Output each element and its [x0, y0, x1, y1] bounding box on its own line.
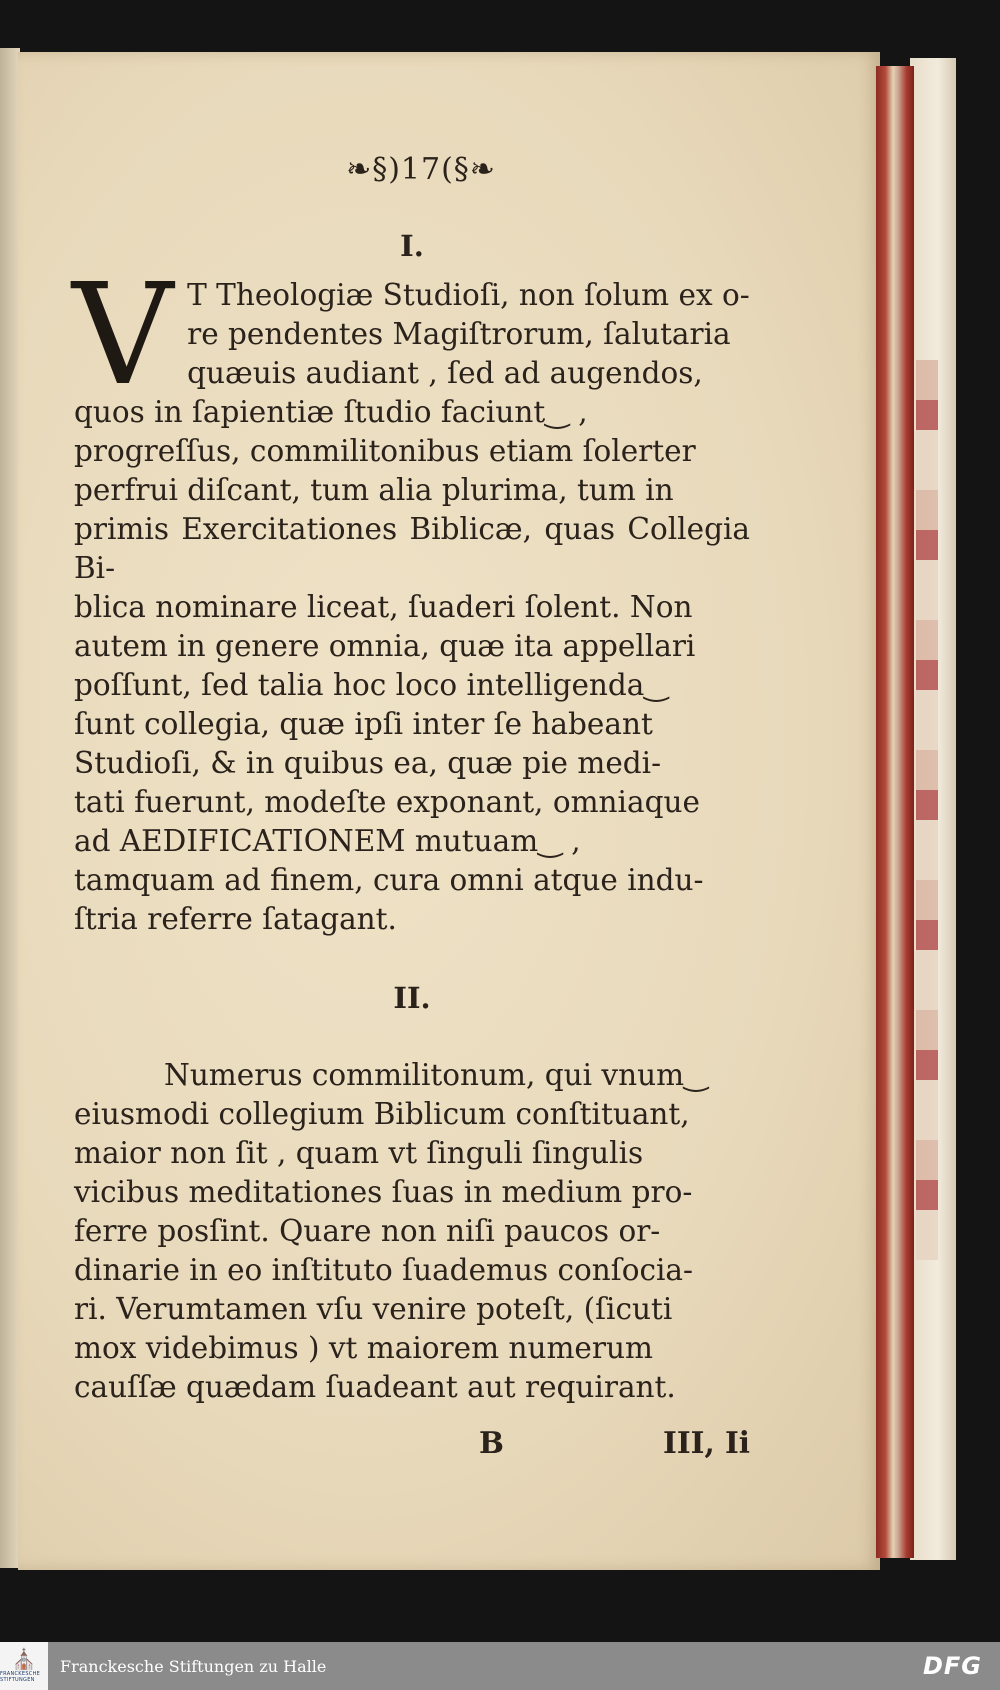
building-icon: ⛪ — [11, 1647, 37, 1671]
section-1-paragraph — [72, 254, 750, 939]
red-page-block-edge — [876, 66, 914, 1558]
text-line: quæuis audiant , ſed ad augendos, — [187, 356, 703, 390]
text-line: T Theologiæ Studioſi, non ſolum ex o- — [187, 278, 750, 312]
text-line: maior non ſit , quam vt ſinguli ſingulis — [74, 1136, 644, 1170]
text-line: poſſunt, ſed talia hoc loco intelligenda‿ — [74, 668, 669, 702]
text-line: ad AEDIFICATIONEM mutuam‿ , — [74, 824, 581, 858]
page-block-stain — [916, 360, 938, 1260]
viewer-footer-bar — [0, 1642, 1000, 1690]
text-line: vicibus meditationes ſuas in medium pro- — [74, 1175, 693, 1209]
text-line: tamquam ad finem, cura omni atque indu- — [74, 863, 704, 897]
text-line: primis Exercitationes Biblicæ, quas Collegia Bi- — [74, 512, 750, 585]
institution-name: Franckesche Stiftungen zu Halle — [60, 1656, 327, 1676]
left-page-edge — [0, 48, 20, 1568]
text-line: ferre posſint. Quare non niſi paucos or- — [74, 1214, 661, 1248]
logo-label: FRANCKESCHE STIFTUNGEN — [0, 1671, 41, 1683]
page-text — [74, 150, 750, 1462]
dfg-logo[interactable]: DFG — [922, 1652, 982, 1680]
text-line: progreſſus, commilitonibus etiam ſolerter — [74, 434, 696, 468]
text-line: Studioſi, & in quibus ea, quæ pie medi- — [74, 746, 662, 780]
catchword-row — [74, 1423, 750, 1462]
text-line: re pendentes Magiſtrorum, ſalutaria — [187, 317, 731, 351]
text-line: tati fuerunt, modeſte exponant, omniaque — [74, 785, 700, 819]
text-line: perfrui diſcant, tum alia plurima, tum in — [74, 473, 674, 507]
catchword: III, Ii — [663, 1425, 750, 1460]
text-line: autem in genere omnia, quæ ita appellari — [74, 629, 696, 663]
section-number-2: II. — [393, 981, 431, 1015]
text-line: ri. Verumtamen vſu venire poteſt, (ſicuti — [74, 1292, 673, 1326]
text-line: Numerus commilitonum, qui vnum‿ — [164, 1058, 708, 1092]
text-line: blica nominare liceat, ſuaderi ſolent. Non — [74, 590, 693, 624]
text-line: cauſſæ quædam ſuadeant aut requirant. — [74, 1370, 676, 1404]
text-line: ſunt collegia, quæ ipſi inter ſe habeant — [74, 707, 653, 741]
text-line: quos in ſapientiæ ſtudio faciunt‿ , — [74, 395, 588, 429]
text-line: eiusmodi collegium Biblicum conſtituant, — [74, 1097, 690, 1131]
section-number-1: I. — [400, 229, 424, 263]
text-line: dinarie in eo inſtituto ſuademus conſocia- — [74, 1253, 693, 1287]
text-line: ſtria referre ſatagant. — [74, 902, 397, 936]
franckesche-stiftungen-logo[interactable] — [0, 1642, 48, 1690]
drop-cap: V — [72, 254, 174, 417]
signature-mark: B — [479, 1425, 504, 1460]
text-line: mox videbimus ) vt maiorem numerum — [74, 1331, 653, 1365]
section-2-paragraph — [74, 1056, 750, 1407]
page-header: ❧§)17(§❧ — [346, 152, 496, 187]
